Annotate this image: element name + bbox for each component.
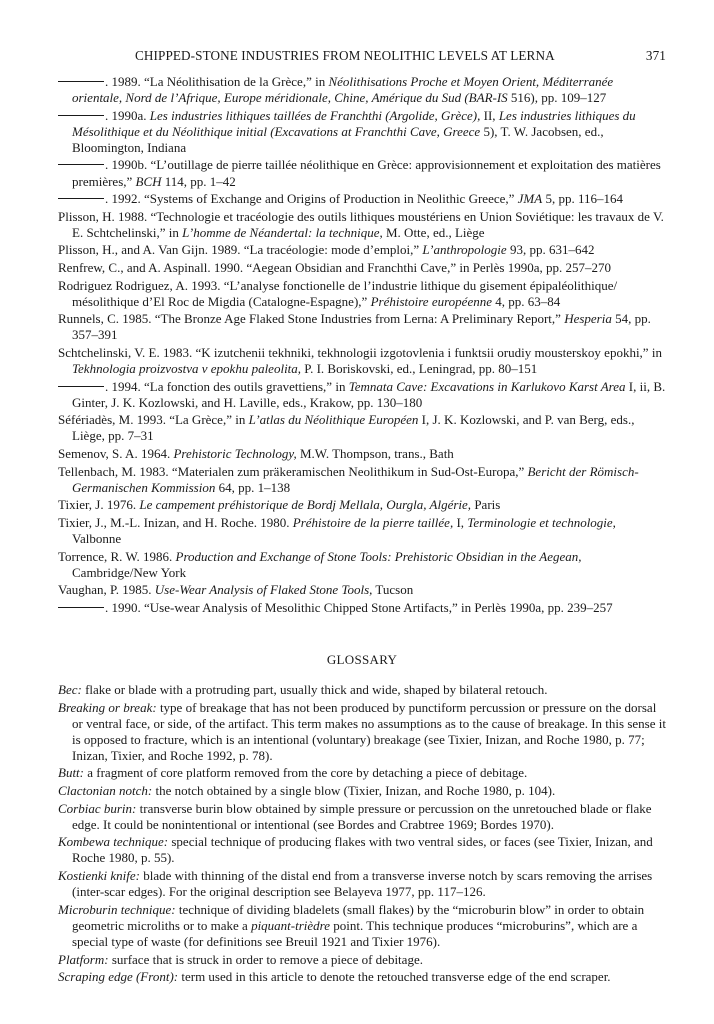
text-run: Torrence, R. W. 1986. (58, 548, 176, 564)
italic-text: Les industries lithiques taillées de Franchthi (Argolide, Grèce), (149, 107, 481, 123)
text-run: Paris (471, 497, 501, 513)
glossary-entry (58, 834, 666, 866)
reference-entry (58, 464, 666, 496)
reference-entry (58, 74, 666, 106)
ditto-dash (58, 607, 104, 608)
reference-list (58, 74, 666, 616)
glossary-entry (58, 682, 666, 698)
italic-text: Breaking or break: (58, 699, 157, 715)
text-run: a fragment of core platform removed from the core by detaching a piece of debitage. (84, 765, 528, 781)
italic-text: Prehistoric Technology, (173, 446, 297, 462)
text-run: transverse burin blow obtained by simple pressure or percussion on the unretouched blade or flake edge. It could be nonintentional or intentional (see Bordes and Crabtree 1969; Bordes 1970). (72, 800, 652, 832)
text-run: term used in this article to denote the retouched transverse edge of the end scraper. (178, 969, 611, 985)
text-run: Renfrew, C., and A. Aspinall. 1990. “Aegean Obsidian and Franchthi Cave,” in Perlès 1990a, pp. 257–270 (58, 260, 611, 276)
ditto-dash (58, 164, 104, 165)
text-run: point. This technique produces “microburins”, which are a special type of waste (for definitions see Breuil 1921 and Tixier 1976). (72, 917, 638, 949)
text-run: . 1990a. (105, 107, 150, 123)
reference-entry (58, 446, 666, 462)
italic-text: L’anthropologie (422, 242, 507, 258)
reference-entry (58, 191, 666, 207)
text-run: M.W. Thompson, trans., Bath (296, 446, 454, 462)
italic-text: Corbiac burin: (58, 800, 137, 816)
text-run: technique of dividing bladelets (small flakes) by the “microburin blow” in order to obtain geometric microliths or to make a (72, 901, 645, 933)
text-run: Tixier, J. 1976. (58, 497, 140, 513)
text-run: 5, pp. 116–164 (542, 191, 623, 207)
italic-text: Kostienki knife: (58, 868, 140, 884)
reference-entry (58, 278, 666, 310)
text-run: Tixier, J., M.-L. Inizan, and H. Roche. 1980. (58, 514, 293, 530)
glossary-entry (58, 700, 666, 764)
glossary-list (58, 682, 666, 985)
text-run: . 1989. “La Néolithisation de la Grèce,” in (105, 74, 329, 89)
reference-entry (58, 549, 666, 581)
reference-entry (58, 108, 666, 156)
reference-entry (58, 379, 666, 411)
italic-text: Bericht der Römisch-Germanischen Kommission (72, 463, 639, 495)
reference-entry (58, 497, 666, 513)
italic-text: Clactonian notch: (58, 783, 153, 799)
text-run: Plisson, H., and A. Van Gijn. 1989. “La tracéologie: mode d’emploi,” (58, 242, 423, 258)
reference-entry (58, 242, 666, 258)
text-run: Tucson (372, 582, 414, 598)
text-run: I, (453, 514, 468, 530)
text-run: 93, pp. 631–642 (506, 242, 595, 258)
italic-text: Préhistoire de la pierre taillée, (292, 514, 454, 530)
italic-text: JMA (517, 191, 543, 207)
italic-text: Butt: (58, 765, 84, 781)
text-run: Runnels, C. 1985. “The Bronze Age Flaked Stone Industries from Lerna: A Preliminary Report,” (58, 311, 565, 327)
text-run: type of breakage that has not been produced by punctiform percussion or pressure on the dorsal or ventral face, or side, of the artifact. This term makes no assumptions as to the cause of breakage. In this sense it is opposed to fracture, which is an intentional (voluntary) breakage (see Tixier, Inizan, and Roche 1980, p. 77; Inizan, Tixier, and Roche 1992, p. 78). (72, 699, 666, 763)
glossary-heading: GLOSSARY (326, 652, 398, 667)
italic-text: Hesperia (564, 311, 612, 327)
text-run: special technique of producing flakes with two ventral sides, or faces (see Tixier, Inizan, and Roche 1980, p. 55). (72, 834, 653, 866)
text-run: . 1990b. “L’outillage de pierre taillée néolithique en Grèce: approvisionnement et exploitation des matières premières,” (72, 157, 661, 189)
text-run: 64, pp. 1–138 (215, 479, 291, 495)
text-run: 54, pp. 357–391 (72, 311, 651, 343)
page (58, 48, 666, 987)
running-header (58, 48, 666, 70)
text-run: the notch obtained by a single blow (Tixier, Inizan, and Roche 1980, p. 104). (152, 783, 556, 799)
text-run: 114, pp. 1–42 (161, 173, 236, 189)
text-run: . 1990. “Use-wear Analysis of Mesolithic Chipped Stone Artifacts,” in Perlès 1990a, pp. 239–257 (105, 599, 613, 615)
reference-entry (58, 209, 666, 241)
italic-text: Temnata Cave: Excavations in Karlukovo Karst Area (348, 378, 626, 394)
text-run: Semenov, S. A. 1964. (58, 446, 174, 462)
italic-text: L’atlas du Néolithique Européen (248, 412, 419, 428)
italic-text: Le campement préhistorique de Bordj Mellala, Ourgla, Algérie, (139, 497, 472, 513)
text-run: Valbonne (72, 531, 122, 547)
italic-text: L’homme de Néandertal: la technique, (182, 224, 383, 240)
glossary-entry (58, 952, 666, 968)
glossary-entry (58, 783, 666, 799)
text-run: flake or blade with a protruding part, usually thick and wide, shaped by bilateral retouch. (81, 682, 548, 697)
reference-entry (58, 515, 666, 547)
glossary-entry (58, 868, 666, 900)
ditto-dash (58, 115, 104, 116)
italic-text: Bec: (58, 682, 82, 697)
text-run: M. Otte, ed., Liège (382, 224, 485, 240)
italic-text: Néolithisations Proche et Moyen Orient, Méditerranée orientale, Nord de l’Afrique, Europe méridionale, Chine, Amérique du Sud (BAR-IS (72, 74, 614, 106)
italic-text: Production and Exchange of Stone Tools: Prehistoric Obsidian in the Aegean, (175, 548, 582, 564)
page-number: 371 (645, 48, 666, 63)
reference-entry (58, 260, 666, 276)
reference-entry (58, 582, 666, 598)
text-run: surface that is struck in order to remove a piece of debitage. (108, 951, 423, 967)
italic-text: Les industries lithiques du Mésolithique et du Néolithique initial (Excavations at Franchthi Cave, Greece (72, 107, 636, 139)
reference-entry (58, 157, 666, 189)
text-run: Cambridge/New York (72, 564, 187, 580)
running-title: CHIPPED-STONE INDUSTRIES FROM NEOLITHIC LEVELS AT LERNA (135, 48, 555, 63)
glossary-entry (58, 765, 666, 781)
reference-entry (58, 345, 666, 377)
text-run: II, (480, 107, 499, 123)
text-run: Plisson, H. 1988. “Technologie et tracéologie des outils lithiques moustériens en Union Soviétique: les travaux de V. E. Schtchelinski,” in (58, 208, 664, 240)
italic-text: Kombewa technique: (58, 834, 169, 850)
italic-text: piquant-trièdre (251, 917, 331, 933)
text-run: Schtchelinski, V. E. 1983. “K izutchenii tekhniki, tekhnologii izgotovlenia i funktsii orudiy mousterskoy epokhi,” in (58, 345, 662, 360)
italic-text: Scraping edge (Front): (58, 969, 179, 985)
text-run: 516), pp. 109–127 (507, 90, 607, 106)
reference-entry (58, 311, 666, 343)
text-run: blade with thinning of the distal end from a transverse inverse notch by scars removing the arrises (inter-scar edges). For the original description see Belayeva 1977, pp. 117–126. (72, 868, 653, 900)
italic-text: BCH (135, 173, 162, 189)
italic-text: Platform: (58, 951, 109, 967)
text-run: . 1994. “La fonction des outils gravettiens,” in (105, 378, 349, 394)
text-run: Rodriguez Rodriguez, A. 1993. “L’analyse fonctionelle de l’industrie lithique du gisement épipaléolithique/ mésolithique d’El Roc de Migdia (Catalogne-Espagne),” (58, 277, 618, 309)
reference-entry (58, 600, 666, 616)
italic-text: Préhistoire européenne (370, 293, 492, 309)
text-run: Vaughan, P. 1985. (58, 582, 155, 598)
text-run: P. I. Boriskovski, ed., Leningrad, pp. 80–151 (301, 361, 538, 377)
italic-text: Terminologie et technologie, (467, 514, 616, 530)
text-run: I, J. K. Kozlowski, and P. van Berg, eds., Liège, pp. 7–31 (72, 412, 635, 444)
text-run: 4, pp. 63–84 (491, 293, 561, 309)
text-run: I, ii, B. Ginter, J. K. Kozlowski, and H. Laville, eds., Krakow, pp. 130–180 (72, 378, 666, 410)
text-run: 5), T. W. Jacobsen, ed., Bloomington, Indiana (72, 123, 604, 155)
glossary-entry (58, 902, 666, 950)
italic-text: Use-Wear Analysis of Flaked Stone Tools, (154, 582, 373, 598)
ditto-dash (58, 81, 104, 82)
italic-text: Microburin technique: (58, 901, 176, 917)
ditto-dash (58, 198, 104, 199)
text-run: . 1992. “Systems of Exchange and Origins of Production in Neolithic Greece,” (105, 191, 518, 207)
italic-text: Tekhnologia proizvostva v epokhu paleolita, (72, 361, 302, 377)
text-run: Séfériadès, M. 1993. “La Grèce,” in (58, 412, 249, 428)
glossary-entry (58, 801, 666, 833)
reference-entry (58, 412, 666, 444)
ditto-dash (58, 386, 104, 387)
glossary-entry (58, 969, 666, 985)
text-run: Tellenbach, M. 1983. “Materialen zum präkeramischen Neolithikum in Sud-Ost-Europa,” (58, 463, 528, 479)
